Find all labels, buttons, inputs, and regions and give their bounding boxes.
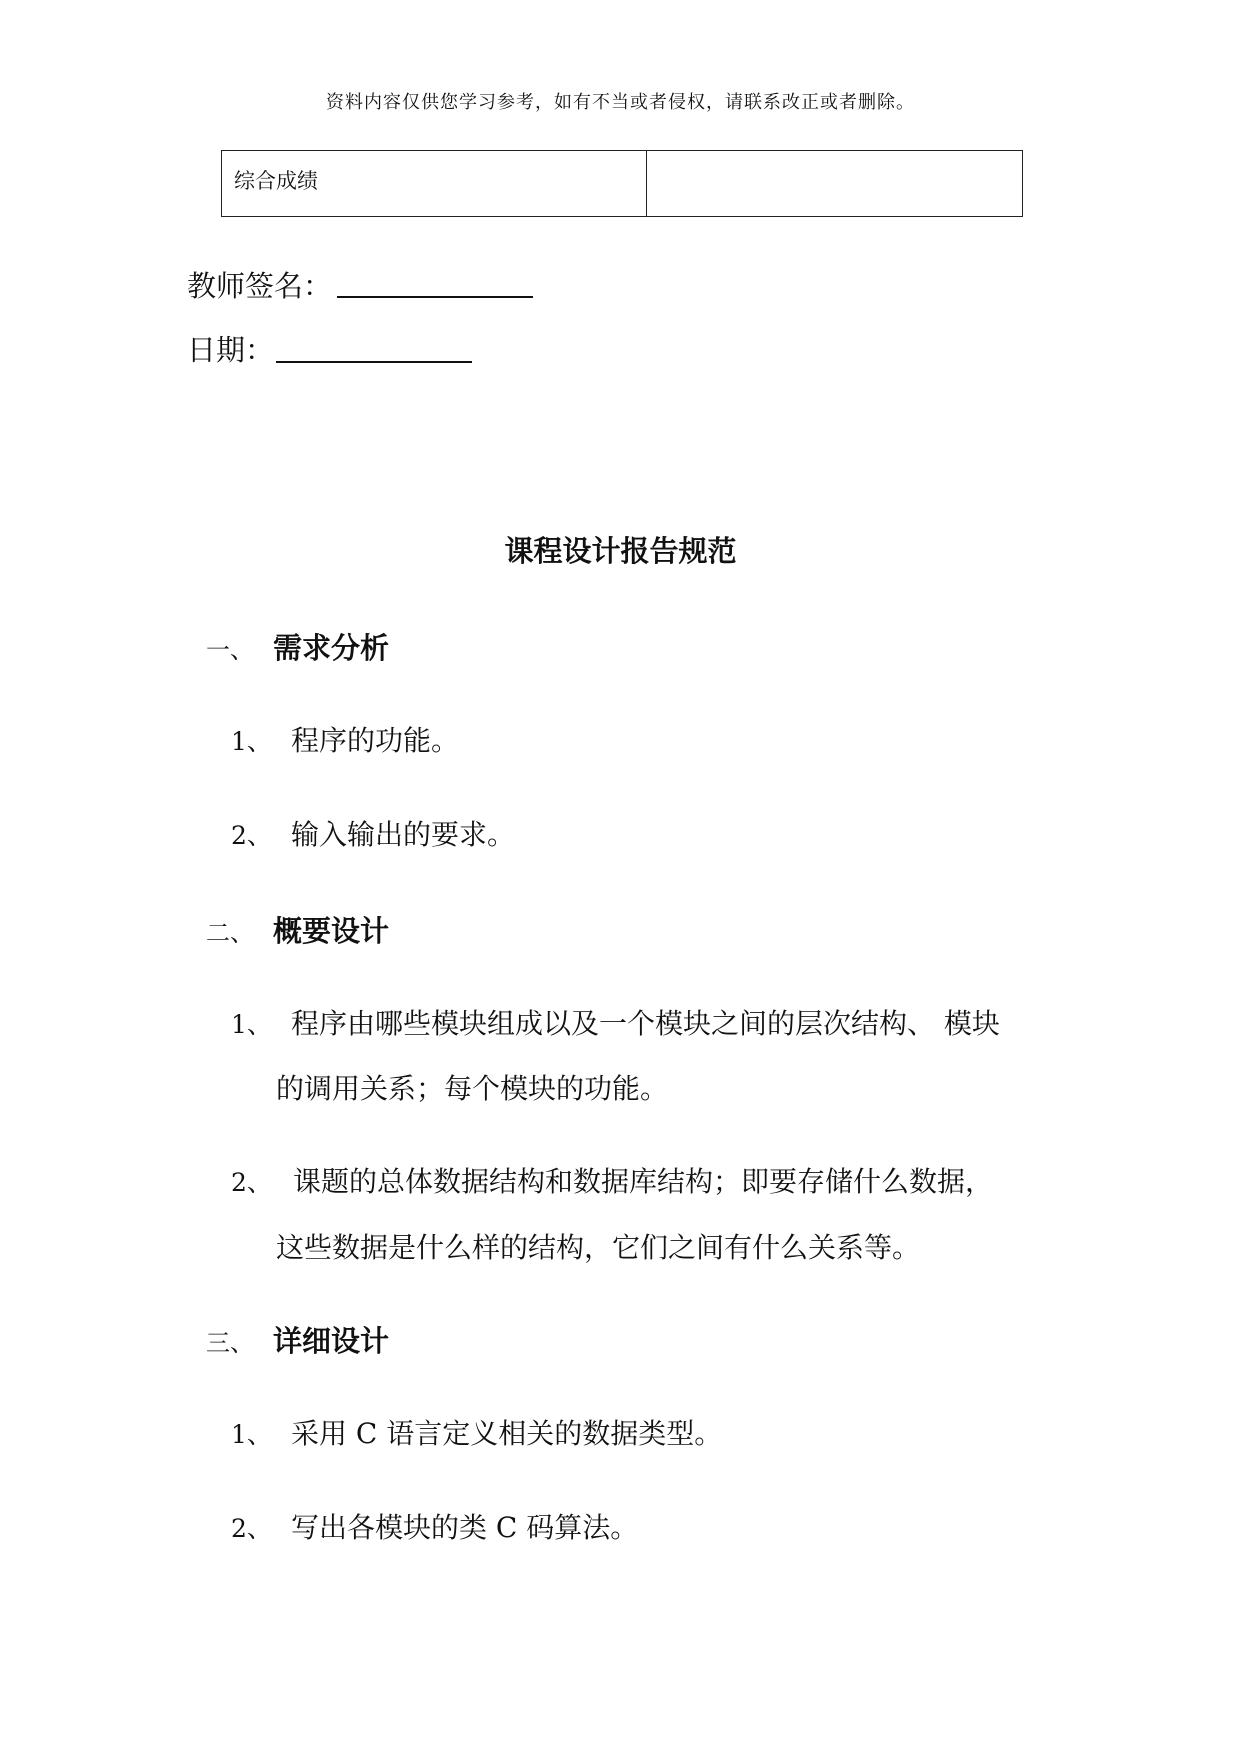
list-item-text: 课题的总体数据结构和数据库结构；即要存储什么数据，	[293, 1165, 994, 1198]
list-item-text	[291, 1506, 638, 1546]
list-item-number: 2、	[231, 1168, 272, 1197]
date-line[interactable]	[276, 361, 472, 363]
section-number: 三、	[206, 1329, 254, 1357]
section-number: 二、	[206, 919, 254, 947]
teacher-signature-line[interactable]	[337, 296, 533, 298]
score-label-cell: 综合成绩	[222, 151, 647, 217]
list-item-number: 2、	[231, 1514, 272, 1543]
text-segment: 采用	[291, 1417, 356, 1450]
teacher-signature-label: 教师签名：	[187, 269, 333, 303]
header-disclaimer: 资料内容仅供您学习参考，如有不当或者侵权，请联系改正或者删除。	[326, 92, 915, 113]
text-segment: 语言定义相关的数据类型。	[377, 1417, 723, 1450]
text-segment: 码算法。	[517, 1511, 639, 1544]
list-item-number: 2、	[231, 821, 272, 850]
section-number: 一、	[206, 636, 254, 664]
score-table	[221, 150, 1023, 217]
list-item-number: 1、	[231, 727, 272, 756]
section-title: 概要设计	[273, 914, 390, 948]
text-segment-latin: C	[495, 1511, 518, 1544]
list-item-number: 1、	[231, 1010, 272, 1039]
table-row	[222, 151, 1023, 217]
list-item-text-continued: 这些数据是什么样的结构，它们之间有什么关系等。	[276, 1231, 921, 1264]
list-item-text: 程序由哪些模块组成以及一个模块之间的层次结构、 模块	[291, 1007, 1000, 1040]
section-title: 详细设计	[273, 1324, 390, 1358]
list-item-text	[291, 1412, 722, 1452]
list-item-text: 程序的功能。	[291, 724, 460, 757]
list-item-text: 输入输出的要求。	[291, 818, 516, 851]
date-label: 日期：	[187, 333, 275, 367]
document-title: 课程设计报告规范	[504, 534, 737, 568]
list-item-number: 1、	[231, 1420, 272, 1449]
text-segment: 写出各模块的类	[291, 1511, 496, 1544]
score-value-cell[interactable]	[647, 151, 1023, 217]
text-segment-latin: C	[355, 1417, 378, 1450]
list-item-text-continued: 的调用关系；每个模块的功能。	[276, 1072, 669, 1105]
section-title: 需求分析	[273, 631, 390, 665]
